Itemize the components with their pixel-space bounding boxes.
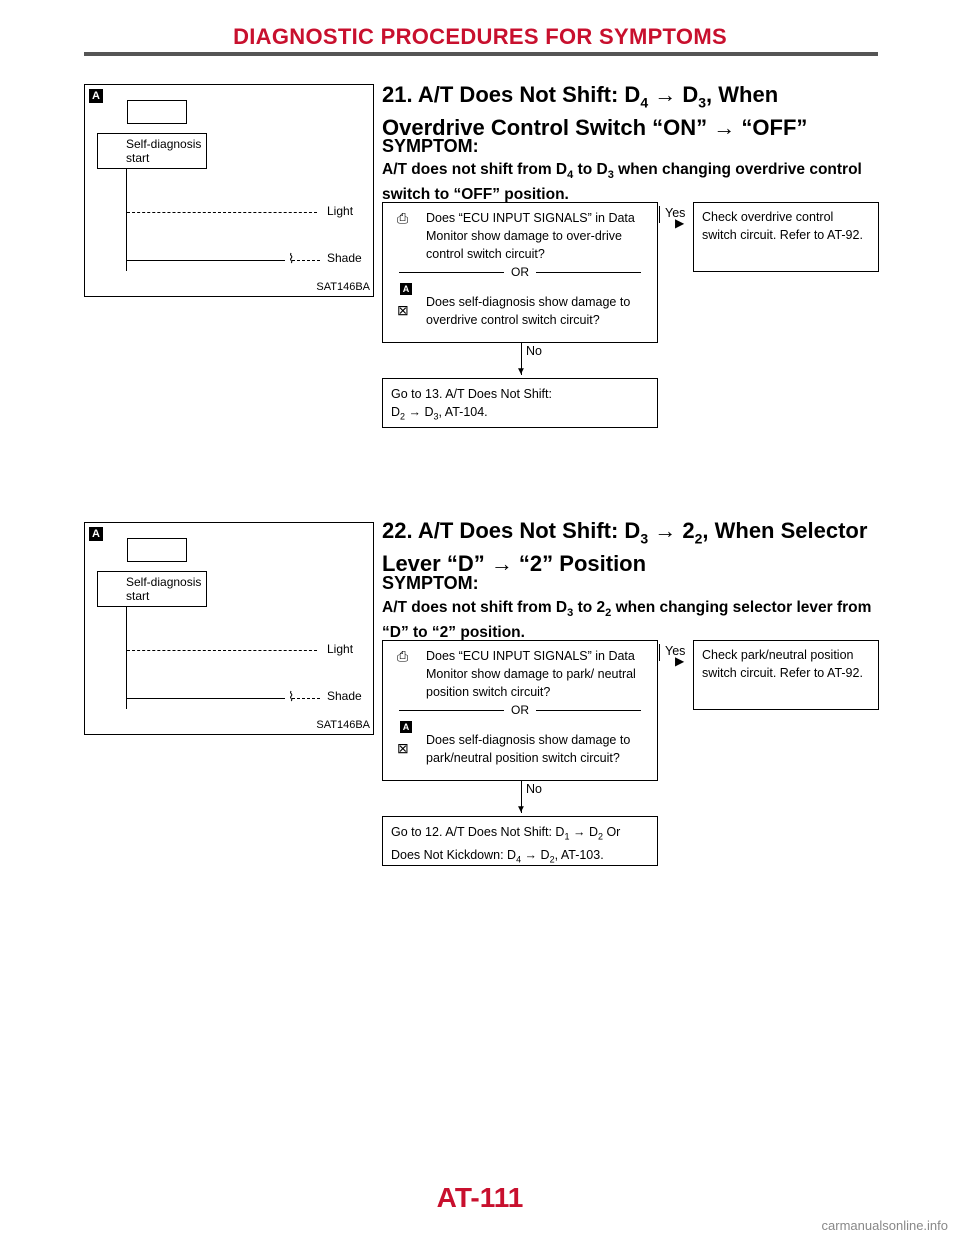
figure-light-line xyxy=(127,650,317,651)
section-21-question1: Does “ECU INPUT SIGNALS” in Data Monitor show damage to over-drive control switch circuit? xyxy=(426,211,635,261)
section-21-symptom-text: A/T does not shift from $D_4$ to $D_3$ when changing overdrive control switch to “OFF” position. xyxy=(382,161,862,204)
data-monitor-icon: ⎙ xyxy=(397,648,409,664)
section-22-no-label: No xyxy=(526,782,542,796)
section-21-no-label: No xyxy=(526,344,542,358)
figure-sat146ba-1 xyxy=(84,84,374,297)
figure-shade-label: Shade xyxy=(327,251,362,265)
figure-shade-label: Shade xyxy=(327,689,362,703)
figure-shade-line xyxy=(127,260,285,261)
figure-marker: A xyxy=(89,89,103,103)
or-divider: OR xyxy=(391,263,649,279)
figure-code: SAT146BA xyxy=(316,281,370,293)
figure-box-label-line2: start xyxy=(126,589,150,603)
section-21-yes-label: Yes xyxy=(665,206,686,220)
section-22-title: 22. A/T Does Not Shift: $D_3 \to 2_2$, When Selector Lever “D” → “2” Position xyxy=(382,518,868,577)
figure-marker: A xyxy=(89,527,103,541)
figure-sat146ba-2 xyxy=(84,522,374,735)
yes-arrow-icon: ▶ xyxy=(675,654,685,668)
section-22-yes-result: Check park/neutral position switch circuit. Refer to AT-92. xyxy=(693,640,879,710)
figure-code: SAT146BA xyxy=(316,719,370,731)
section-21-question-box xyxy=(382,202,658,343)
header-divider xyxy=(84,52,878,56)
section-22-yes-label: Yes xyxy=(665,644,686,658)
figure-top-box xyxy=(127,538,187,562)
section-22-question2: Does self-diagnosis show damage to park/neutral position switch circuit? xyxy=(426,733,631,765)
figure-self-diagnosis-box xyxy=(97,133,207,169)
figure-vertical-line xyxy=(126,169,127,271)
yes-arrow-icon: ▶ xyxy=(675,216,685,230)
section-21-question2: Does self-diagnosis show damage to overdrive control switch circuit? xyxy=(426,295,631,327)
page-header-title: DIAGNOSTIC PROCEDURES FOR SYMPTOMS xyxy=(233,24,727,49)
data-monitor-icon: ⎙ xyxy=(397,210,409,226)
yes-connector xyxy=(659,644,660,661)
figure-box-label-line1: Self-diagnosis xyxy=(126,137,202,151)
figure-top-box xyxy=(127,100,187,124)
section-21-symptom-heading: SYMPTOM: xyxy=(382,136,479,156)
self-diagnosis-icon: ⊠ xyxy=(397,302,409,318)
or-divider: OR xyxy=(391,701,649,717)
consult-a-icon: A xyxy=(400,721,412,733)
figure-light-label: Light xyxy=(327,642,354,656)
self-diagnosis-icon: ⊠ xyxy=(397,740,409,756)
figure-shade-dash xyxy=(292,260,320,261)
figure-shade-tick: ⌇ xyxy=(288,689,295,704)
section-22-question1: Does “ECU INPUT SIGNALS” in Data Monitor show damage to park/ neutral position switch circuit? xyxy=(426,649,636,699)
page-number: AT-111 xyxy=(436,1182,524,1213)
section-22-symptom-text: A/T does not shift from $D_3$ to $2_2$ when changing selector lever from “D” to “2” position. xyxy=(382,599,872,642)
section-22-symptom-heading: SYMPTOM: xyxy=(382,573,479,593)
figure-self-diagnosis-box xyxy=(97,571,207,607)
site-watermark: carmanualsonline.info xyxy=(821,1218,948,1233)
yes-connector xyxy=(659,206,660,223)
consult-a-icon: A xyxy=(400,283,412,295)
section-22-goto-box: Go to 12. A/T Does Not Shift: $D_1 \to D_2$ Or Does Not Kickdown: $D_4 \to D_2$, AT-103. xyxy=(382,816,658,866)
figure-shade-dash xyxy=(292,698,320,699)
figure-light-label: Light xyxy=(327,204,354,218)
figure-shade-line xyxy=(127,698,285,699)
section-22-question-box xyxy=(382,640,658,781)
section-21-goto-box: Go to 13. A/T Does Not Shift: $D_2 \to D_3$, AT-104. xyxy=(382,378,658,428)
figure-vertical-line xyxy=(126,607,127,709)
no-arrow-icon: ▼ xyxy=(516,366,526,377)
figure-box-label-line1: Self-diagnosis xyxy=(126,575,202,589)
figure-shade-tick: ⌇ xyxy=(288,251,295,266)
figure-light-line xyxy=(127,212,317,213)
section-21-title: 21. A/T Does Not Shift: $D_4 \to D_3$, When Overdrive Control Switch “ON” → “OFF” xyxy=(382,82,808,141)
no-arrow-icon: ▼ xyxy=(516,804,526,815)
figure-box-label-line2: start xyxy=(126,151,150,165)
section-21-yes-result: Check overdrive control switch circuit. Refer to AT-92. xyxy=(693,202,879,272)
